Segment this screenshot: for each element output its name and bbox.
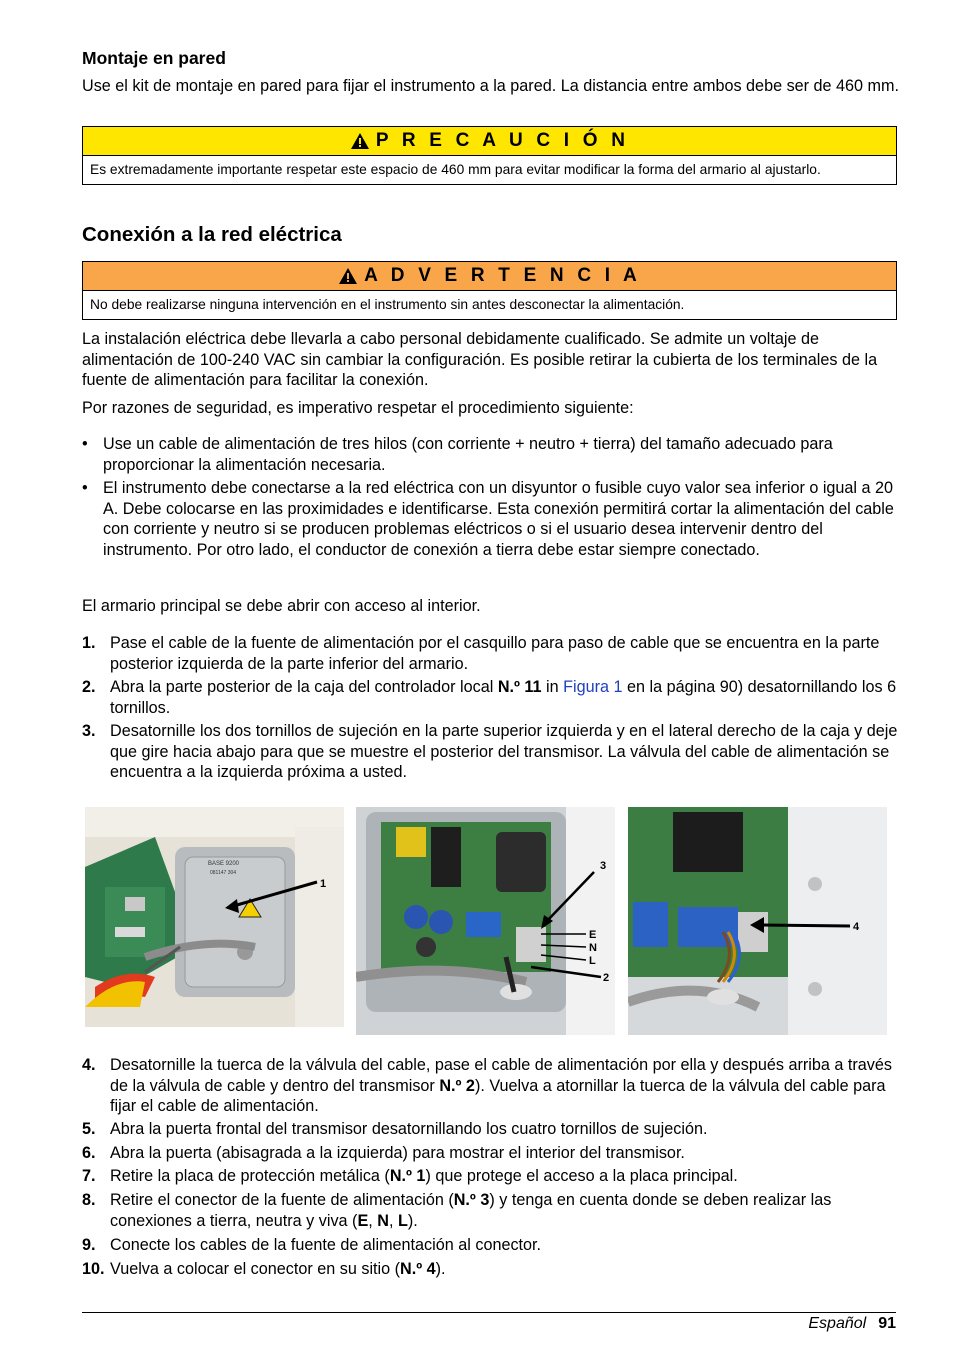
step-item: [82, 1235, 900, 1256]
page-number: 91: [878, 1315, 896, 1332]
step-item: [82, 1259, 900, 1280]
step-ref: N.º 2: [439, 1076, 475, 1095]
step-text-part: ) que protege el acceso a la placa principal.: [425, 1167, 738, 1185]
intro-paragraph-1: La instalación eléctrica debe llevarla a cabo personal debidamente cualificado. Se admite un voltaje de alimentación de 100-240 VAC sin cambiar la configuración. Es posible retirar la cubierta de los terminales de la fuente de alimentación para facilitar la conexión.: [82, 330, 878, 389]
step-ref: L: [397, 1211, 408, 1230]
step-item: [82, 677, 900, 718]
step-text-part: ,: [368, 1211, 378, 1230]
step-number: 1.: [82, 634, 96, 652]
step-ref: E: [357, 1211, 369, 1230]
step-number: 10.: [82, 1260, 105, 1278]
warning-box: [82, 261, 897, 320]
step-text-part: in: [541, 678, 564, 696]
footer-rule: [82, 1312, 896, 1313]
callout-label: L: [589, 955, 596, 967]
warning-header: [83, 262, 896, 291]
step-text-part: ,: [388, 1211, 398, 1230]
caution-text: Es extremadamente importante respetar este espacio de 460 mm para evitar modificar la forma del armario al ajustarlo.: [90, 162, 821, 177]
callout-label: 1: [320, 878, 327, 890]
step-item: [82, 1166, 900, 1187]
step-text: [110, 677, 900, 718]
step-item: [82, 721, 900, 783]
bullet-text: Use un cable de alimentación de tres hilos (con corriente + neutro + tierra) del tamaño adecuado para proporcionar la alimentación necesaria.: [103, 435, 833, 474]
footer-language: Español: [808, 1315, 867, 1332]
step-text-part: ). Vuelva a atornillar la tuerca de la válvula del cable para fijar el cable de alimentación.: [110, 1076, 886, 1115]
step-ref: N.º 3: [453, 1191, 490, 1209]
step-number: 2.: [82, 678, 96, 696]
step-ref: N.º 11: [497, 678, 542, 696]
panel-model-label: BASE 9200: [208, 861, 240, 867]
step-text-part: Abra la parte posterior de la caja del controlador local: [110, 678, 498, 696]
step-text-part: ).: [407, 1211, 418, 1230]
step-text-part: ) y tenga en cuenta donde se deben realizar las conexiones a tierra, neutra y viva (: [110, 1191, 832, 1230]
figure-link[interactable]: Figura 1: [563, 678, 623, 696]
warning-text: No debe realizarse ninguna intervención en el instrumento sin antes desconectar la alimentación.: [90, 297, 685, 312]
caution-header: [83, 127, 896, 156]
step-text: [110, 1259, 900, 1280]
bullet-mark: •: [82, 479, 88, 497]
warning-triangle-icon: [338, 267, 358, 285]
step-text-part: Vuelva a colocar el conector en su sitio (: [110, 1260, 401, 1278]
callout-label: E: [589, 929, 597, 941]
callout-label: N: [589, 942, 597, 954]
panel-serial-label: 081147 304: [210, 870, 237, 876]
step-text: Abra la puerta (abisagrada a la izquierda) para mostrar el interior del transmisor.: [110, 1144, 685, 1162]
step-ref: N: [377, 1211, 389, 1230]
caution-box: [82, 126, 897, 185]
intro-paragraph-2: Por razones de seguridad, es imperativo respetar el procedimiento siguiente:: [82, 399, 634, 417]
page-footer: [808, 1314, 896, 1335]
step-number: 3.: [82, 722, 96, 740]
step-text-part: Desatornille la tuerca de la válvula del cable, pase el cable de alimentación por ella y después arriba a través de la válvula de cable y dentro del transmisor: [110, 1056, 892, 1095]
bullet-text: El instrumento debe conectarse a la red eléctrica con un disyuntor o fusible cuyo valor sea inferior o igual a 20 A. Debe colocarse en las proximidades e identificarse. Esta conexión permitirá cortar la alimentación del cable con corriente y neutro si se producen problemas eléctricos o si el usuario desea intervenir dentro del instrumento. Por otro lado, el conductor de conexión a tierra debe estar siempre conectado.: [103, 479, 894, 559]
warning-title: A D V E R T E N C I A: [364, 264, 641, 286]
step-text: Abra la puerta frontal del transmisor desatornillando los cuatro tornillos de sujeción.: [110, 1120, 708, 1138]
step-number: 8.: [82, 1191, 96, 1209]
step-number: 5.: [82, 1120, 96, 1138]
photo-controller-back: [85, 807, 344, 1027]
step-ref: N.º 4: [400, 1260, 436, 1278]
step-text-part: Retire la placa de protección metálica (: [110, 1167, 390, 1185]
step-item: [82, 633, 900, 674]
step-text: [110, 1055, 900, 1117]
step-number: 6.: [82, 1144, 96, 1162]
warning-triangle-icon: [350, 132, 370, 150]
callout-label: 3: [600, 860, 607, 872]
callout-label: 2: [603, 972, 610, 984]
section-heading-wall-mount: Montaje en pared: [82, 48, 226, 68]
step-text: Pase el cable de la fuente de alimentación por el casquillo para paso de cable que se encuentra en la parte posterior izquierda de la parte inferior del armario.: [110, 634, 880, 673]
step-text-part: Retire el conector de la fuente de alimentación (: [110, 1191, 454, 1209]
caution-title: P R E C A U C I Ó N: [375, 129, 630, 151]
photo-transmitter-open: [356, 807, 615, 1035]
photo-power-connector: [628, 807, 887, 1035]
step-text: [110, 1190, 900, 1231]
step-ref: N.º 1: [389, 1167, 426, 1185]
step-item: [82, 1119, 900, 1140]
intro-paragraph-3: El armario principal se debe abrir con acceso al interior.: [82, 597, 481, 615]
bullet-mark: •: [82, 435, 88, 453]
step-item: [82, 1143, 900, 1164]
step-text-part: en la página 90) desatornillando los 6 tornillos.: [110, 678, 897, 717]
step-text: [110, 1166, 900, 1187]
list-item: [82, 434, 900, 475]
step-text: Desatornille los dos tornillos de sujeción en la parte superior izquierda y en el lateral derecho de la caja y deje que gire hacia abajo para que se muestre el posterior del transmisor. La válvula del cable de alimentación se encuentra a la izquierda próxima a usted.: [110, 722, 898, 781]
step-text-part: ).: [435, 1260, 446, 1278]
step-item: [82, 1190, 900, 1231]
section-heading-power: Conexión a la red eléctrica: [82, 223, 342, 246]
step-item: [82, 1055, 900, 1117]
wall-mount-paragraph: Use el kit de montaje en pared para fijar el instrumento a la pared. La distancia entre ambos debe ser de 460 mm.: [82, 77, 900, 95]
list-item: [82, 478, 900, 560]
step-number: 7.: [82, 1167, 96, 1185]
step-text: Conecte los cables de la fuente de alimentación al conector.: [110, 1236, 542, 1254]
callout-label: 4: [853, 921, 860, 933]
step-number: 4.: [82, 1056, 96, 1074]
step-number: 9.: [82, 1236, 96, 1254]
